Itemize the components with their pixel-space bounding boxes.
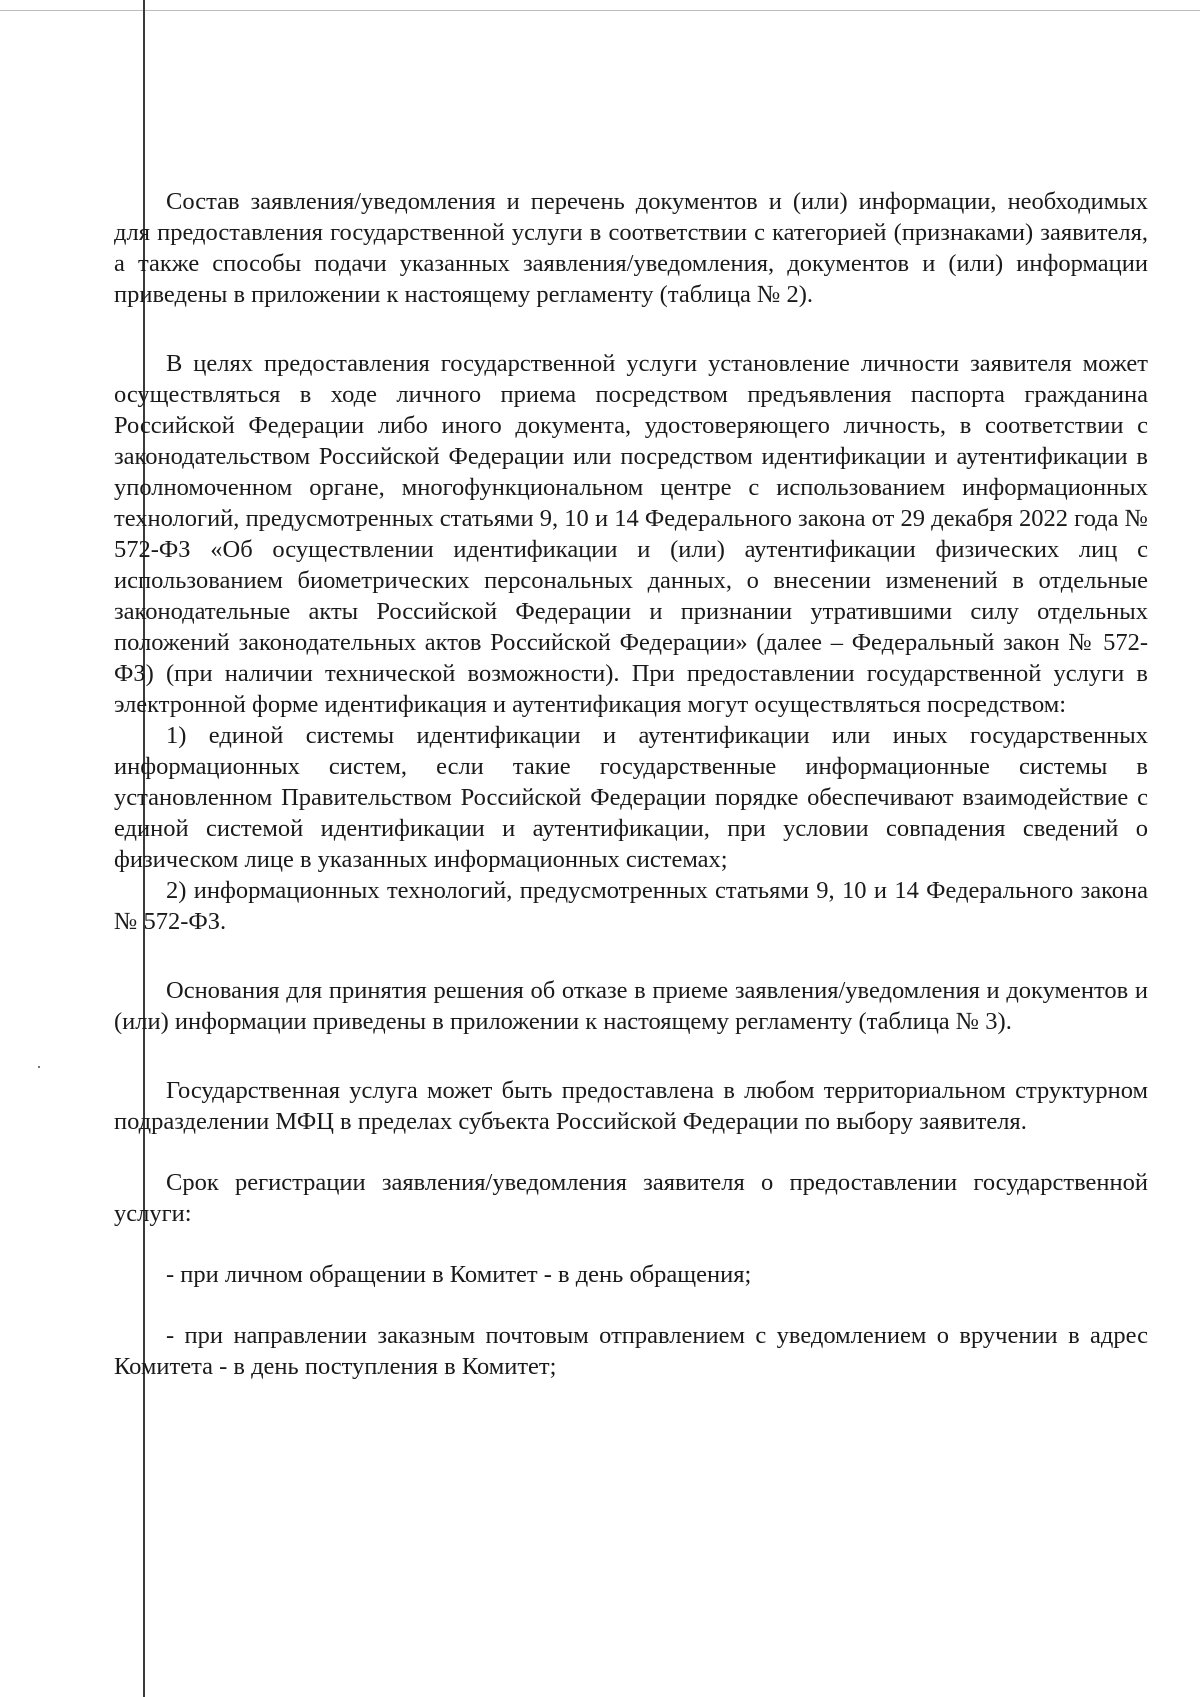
paragraph-mfc: Государственная услуга может быть предоставлена в любом территориальном структурном подразделении МФЦ в пределах субъекта Российской Федерации по выбору заявителя. bbox=[114, 1077, 1148, 1135]
paragraph-composition: Состав заявления/уведомления и перечень документов и (или) информации, необходимых для предоставления государственной услуги в соответствии с категорией (признаками) заявителя, а также способы подачи указанных заявления/уведомления, документов и (или) информации приведены в приложении к настоящему регламенту (таблица № 2). bbox=[114, 188, 1148, 308]
document-body bbox=[114, 186, 1148, 1382]
paragraph-registration-term: Срок регистрации заявления/уведомления заявителя о предоставлении государственной услуги: bbox=[114, 1169, 1148, 1227]
paragraph-identification: В целях предоставления государственной услуги установление личности заявителя может осуществляться в ходе личного приема посредством предъявления паспорта гражданина Российской Федерации либо иного документа, удостоверяющего личность, в соответствии с законодательством Российской Федерации или посредством идентификации и аутентификации в уполномоченном органе, многофункциональном центре с использованием информационных технологий, предусмотренных статьями 9, 10 и 14 Федерального закона от 29 декабря 2022 года № 572-ФЗ «Об осуществлении идентификации и (или) аутентификации физических лиц с использованием биометрических персональных данных, о внесении изменений в отдельные законодательные акты Российской Федерации и признании утратившими силу отдельных положений законодательных актов Российской Федерации» (далее – Федеральный закон № 572-ФЗ) (при наличии технической возможности). При предоставлении государственной услуги в электронной форме идентификация и аутентификация могут осуществляться посредством: bbox=[114, 350, 1148, 718]
list-item-term-mail: - при направлении заказным почтовым отправлением с уведомлением о вручении в адрес Комитета - в день поступления в Комитет; bbox=[114, 1322, 1148, 1380]
list-item-2: 2) информационных технологий, предусмотренных статьями 9, 10 и 14 Федерального закона № 572-ФЗ. bbox=[114, 877, 1148, 935]
list-item-term-personal: - при личном обращении в Комитет - в день обращения; bbox=[166, 1261, 752, 1288]
paragraph-refusal-grounds: Основания для принятия решения об отказе в приеме заявления/уведомления и документов и (или) информации приведены в приложении к настоящему регламенту (таблица № 3). bbox=[114, 977, 1148, 1035]
list-item-1: 1) единой системы идентификации и аутентификации или иных государственных информационных систем, если такие государственные информационные системы в установленном Правительством Российской Федерации порядке обеспечивают взаимодействие с единой системой идентификации и аутентификации, при условии совпадения сведений о физическом лице в указанных информационных системах; bbox=[114, 722, 1148, 873]
scan-speck bbox=[38, 1066, 40, 1068]
scan-top-edge bbox=[0, 10, 1200, 11]
